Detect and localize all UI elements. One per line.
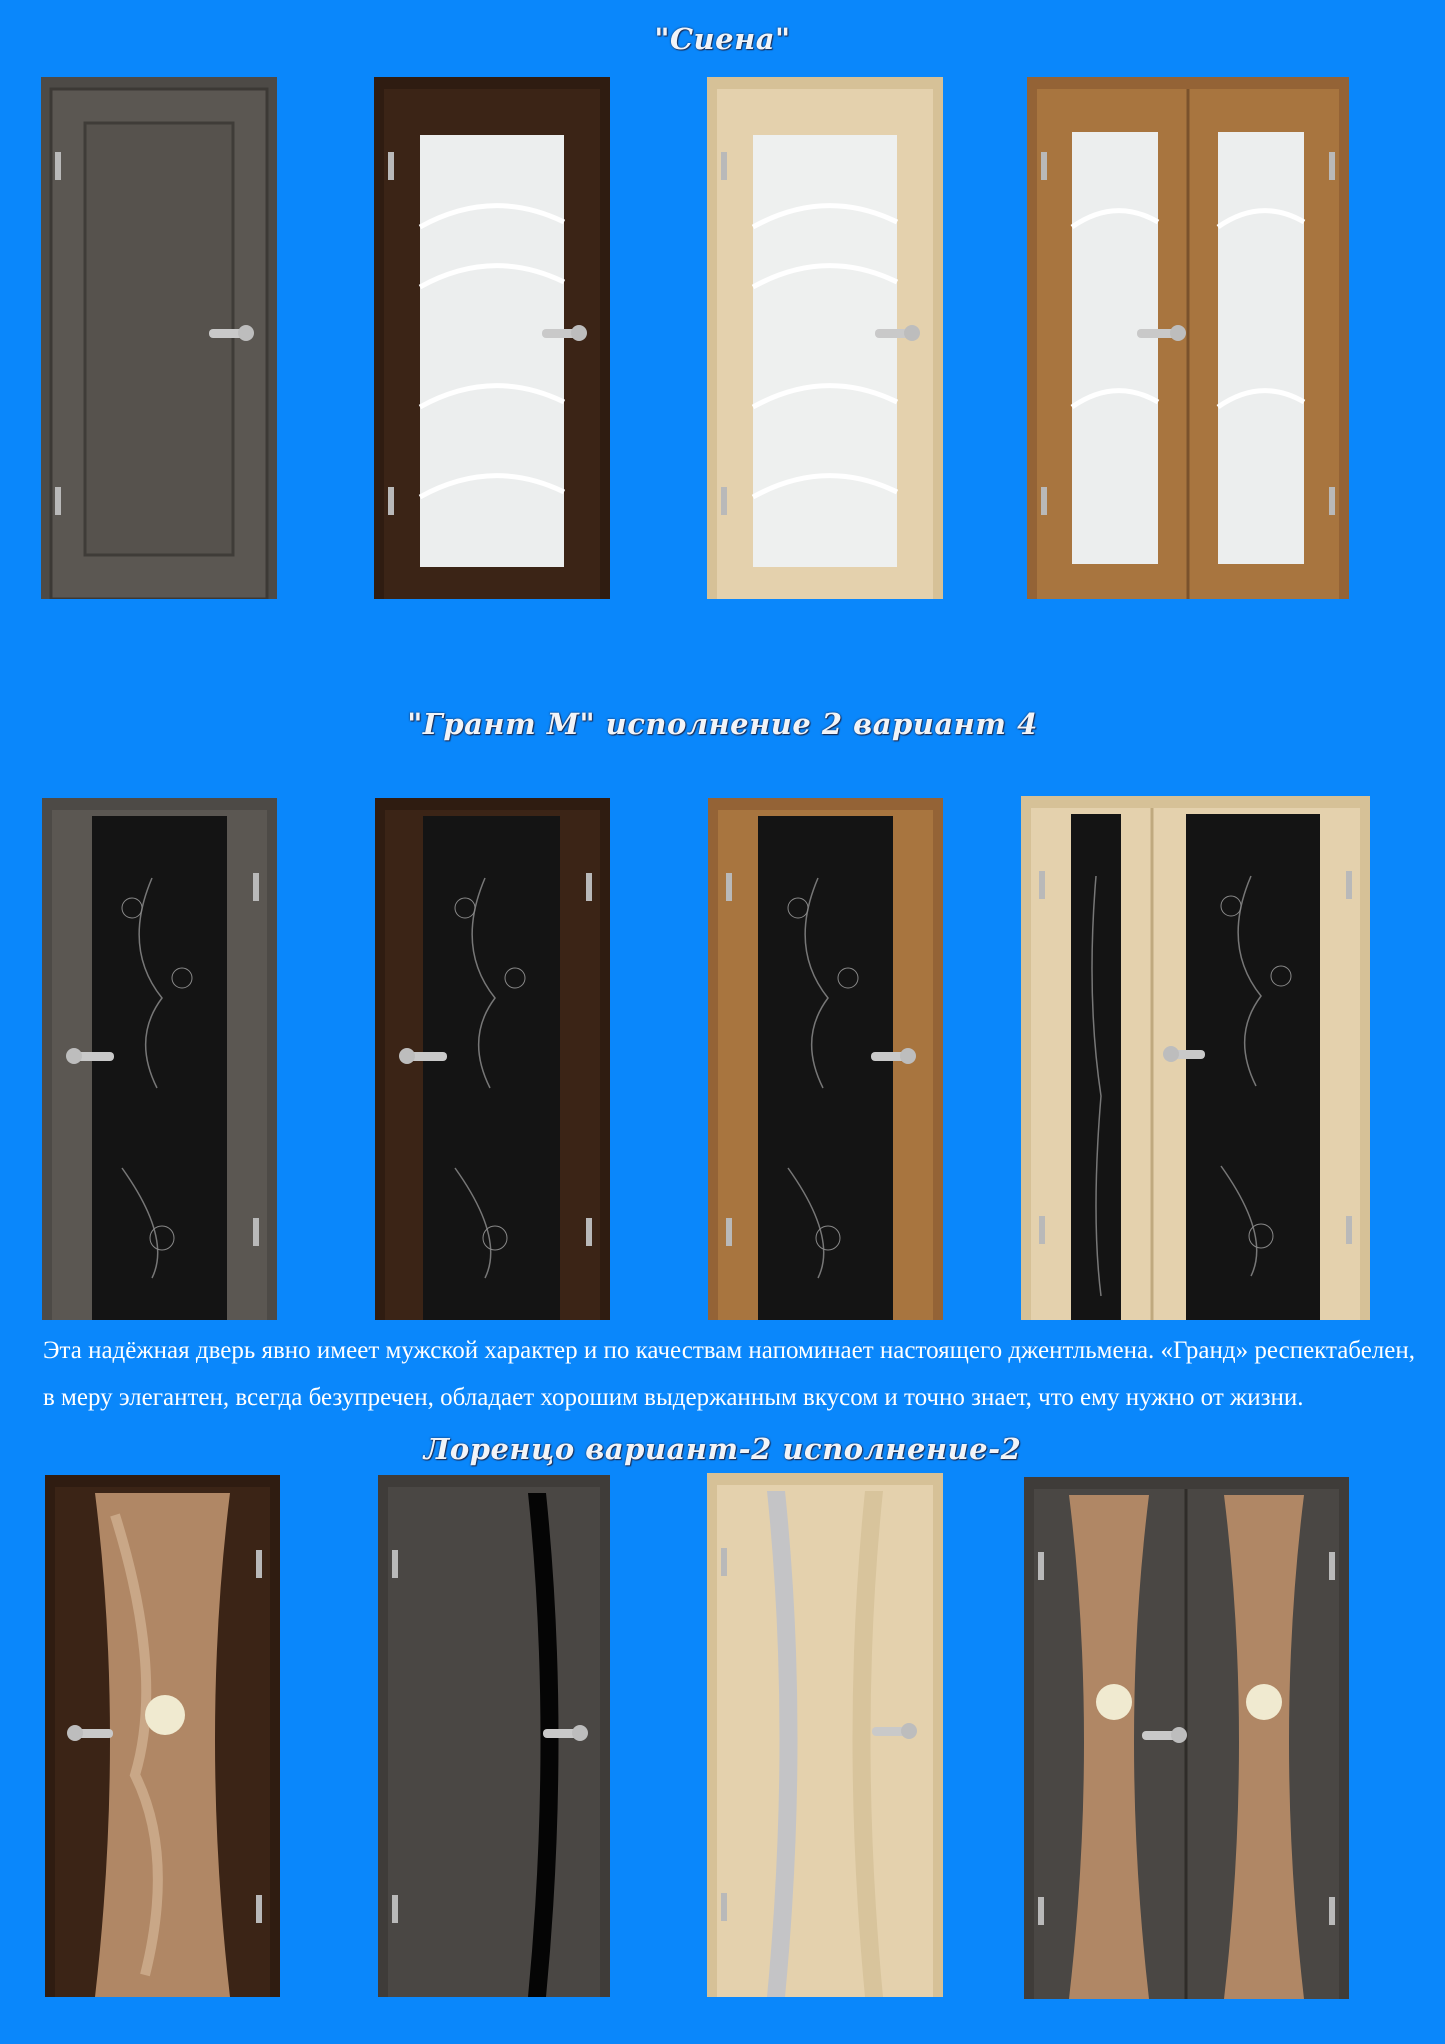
door-grant-light-double[interactable] <box>1021 796 1370 1320</box>
door-lorenzo-light-stripe[interactable] <box>707 1473 943 1997</box>
section-title-lorenzo: Лоренцо вариант-2 исполнение-2 <box>423 1432 1022 1466</box>
door-siena-dark-glass[interactable] <box>374 77 610 599</box>
section-title-siena: "Сиена" <box>654 22 791 56</box>
door-grant-dark-black-glass[interactable] <box>375 798 610 1320</box>
door-lorenzo-double-lily[interactable] <box>1024 1477 1349 1999</box>
door-grant-medium-black-glass[interactable] <box>708 798 943 1320</box>
description-text: Эта надёжная дверь явно имеет мужской характер и по качествам напоминает настоящего джентльмена. «Гранд» респектабелен, в меру элегантен, всегда безупречен, обладает хорошим выдержанным вкусом и точно знает, что ему нужно от жизни. <box>43 1337 1415 1411</box>
section-title-grant-m: "Грант М" исполнение 2 вариант 4 <box>407 707 1038 741</box>
door-lorenzo-dark-lily[interactable] <box>45 1475 280 1997</box>
door-grant-grey-black-glass[interactable] <box>42 798 277 1320</box>
door-siena-grey-solid[interactable] <box>41 77 277 599</box>
door-siena-double-glass[interactable] <box>1027 77 1349 599</box>
door-siena-light-glass[interactable] <box>707 77 943 599</box>
door-lorenzo-grey-stripe[interactable] <box>378 1475 610 1997</box>
